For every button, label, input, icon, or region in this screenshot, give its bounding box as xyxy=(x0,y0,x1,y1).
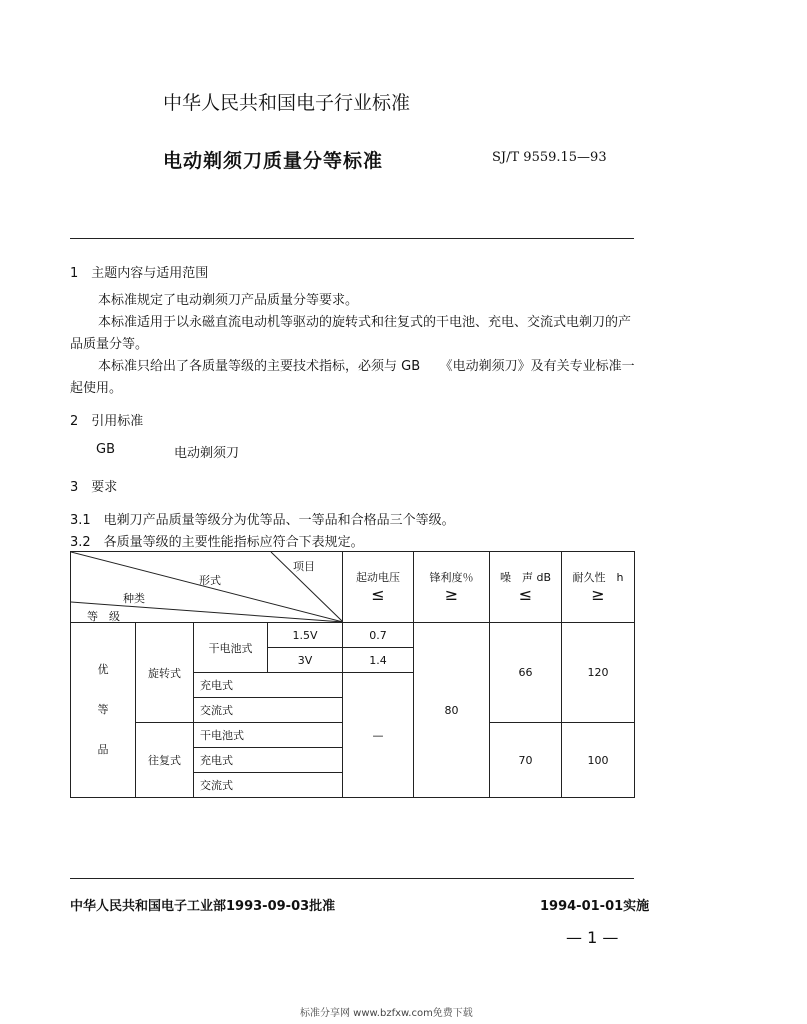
start-voltage-dash: — xyxy=(343,673,414,798)
header-sharpness xyxy=(414,552,490,623)
start-voltage-label: 起动电压 xyxy=(356,571,400,584)
type-rotary: 旋转式 xyxy=(136,623,194,723)
durability-symbol: ≥ xyxy=(591,585,605,604)
document-title: 电动剃须刀质量分等标准 xyxy=(163,150,384,172)
clause-3-1: 3.1 电剃刀产品质量等级分为优等品、一等品和合格品三个等级。 xyxy=(70,513,455,528)
voltage-3v: 3V xyxy=(268,648,343,673)
section-3-title: 3 要求 xyxy=(70,480,118,495)
section-1-paragraph-2: 本标准适用于以永磁直流电动机等驱动的旋转式和往复式的干电池、充电、交流式电剃刀的产品质量分等。 xyxy=(70,315,632,352)
sharpness-label: 锋利度％ xyxy=(429,571,474,584)
rotary-ac: 交流式 xyxy=(194,698,343,723)
header-durability xyxy=(562,552,635,623)
grade-char-1: 优 xyxy=(97,663,109,676)
noise-symbol: ≤ xyxy=(518,585,533,604)
header-noise xyxy=(490,552,562,623)
voltage-1-5v: 1.5V xyxy=(268,623,343,648)
reference-standard-code: GB xyxy=(96,442,115,457)
reference-standard-name: 电动剃须刀 xyxy=(174,446,240,461)
page-number: — 1 — xyxy=(566,928,619,947)
diagonal-header-cell xyxy=(71,552,343,623)
durability-recip: 100 xyxy=(562,723,635,798)
section-1-body xyxy=(70,290,636,400)
grade-char-3: 品 xyxy=(97,743,109,756)
grade-char-2: 等 xyxy=(97,703,109,716)
header-start-voltage xyxy=(343,552,414,623)
footer-divider xyxy=(70,878,634,879)
rotary-dry-battery: 干电池式 xyxy=(194,623,268,673)
header-grade-label: 等 级 xyxy=(87,610,120,623)
header-type-label: 种类 xyxy=(123,592,145,605)
section-1-paragraph-3: 本标准只给出了各质量等级的主要技术指标，必须与 GB 《电动剃须刀》及有关专业标准一起使用。 xyxy=(70,359,635,396)
start-voltage-symbol: ≤ xyxy=(371,585,385,604)
quality-grade-table xyxy=(70,551,635,798)
sharpness-value: 80 xyxy=(414,623,490,798)
approval-issuer: 中华人民共和国电子工业部1993-09-03批准 xyxy=(70,899,336,914)
noise-rotary: 66 xyxy=(490,623,562,723)
grade-cell xyxy=(71,623,136,798)
header-form-label: 形式 xyxy=(199,574,221,587)
recip-rechargeable: 充电式 xyxy=(194,748,343,773)
rotary-rechargeable: 充电式 xyxy=(194,673,343,698)
section-2-title: 2 引用标准 xyxy=(70,414,144,429)
noise-recip: 70 xyxy=(490,723,562,798)
durability-rotary: 120 xyxy=(562,623,635,723)
start-voltage-1-5v: 0.7 xyxy=(343,623,414,648)
noise-label: 噪 声 dB xyxy=(499,571,552,584)
sharpness-symbol: ≥ xyxy=(444,585,459,604)
type-reciprocating: 往复式 xyxy=(136,723,194,798)
clause-3-2: 3.2 各质量等级的主要性能指标应符合下表规定。 xyxy=(70,535,364,550)
effective-date: 1994-01-01实施 xyxy=(540,899,650,914)
recip-dry-battery: 干电池式 xyxy=(194,723,343,748)
recip-ac: 交流式 xyxy=(194,773,343,798)
section-1-paragraph-1: 本标准规定了电动剃须刀产品质量分等要求。 xyxy=(98,293,359,308)
durability-label: 耐久性 h xyxy=(572,571,624,584)
start-voltage-3v: 1.4 xyxy=(343,648,414,673)
header-item-label: 项目 xyxy=(293,560,315,573)
document-code: SJ/T 9559.15—93 xyxy=(492,150,607,165)
header-divider xyxy=(70,238,634,239)
watermark: 标准分享网 www.bzfxw.com免费下载 xyxy=(300,1008,473,1019)
standard-organization: 中华人民共和国电子行业标准 xyxy=(163,92,411,114)
section-1-title: 1 主题内容与适用范围 xyxy=(70,266,209,281)
